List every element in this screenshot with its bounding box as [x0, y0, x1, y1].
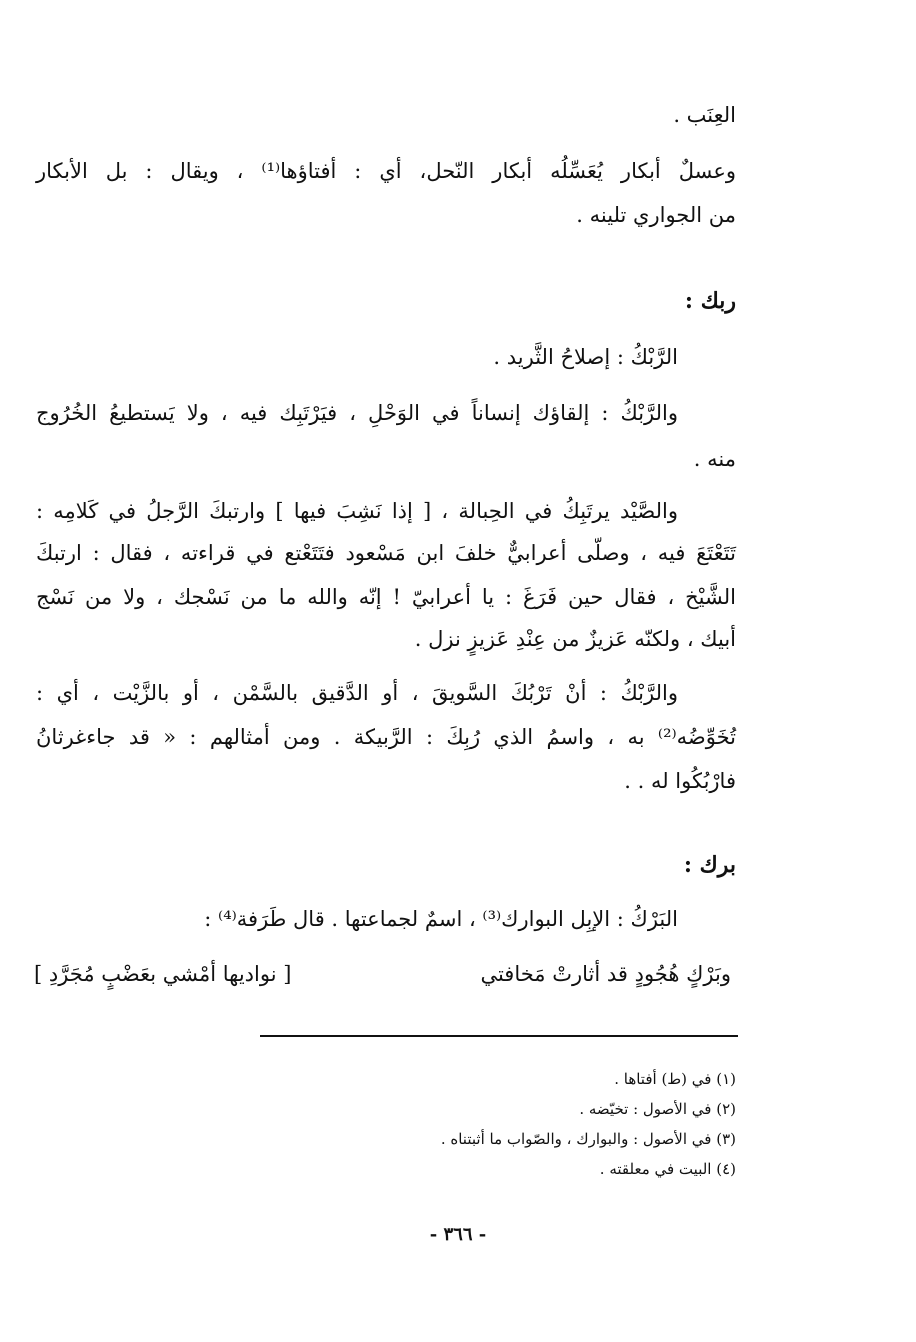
text-line: والرَّبْكُ : أنْ تَرْبُكَ السَّويقَ ، أو الدَّقيق بالسَّمْن ، أو بالزَّيْت ، أي : — [36, 681, 678, 705]
text-line: منه . — [693, 447, 736, 471]
text-line: العِنَب . — [673, 103, 736, 127]
footnote: (٢) في الأصول : تخيّضه . — [579, 1100, 736, 1118]
verse-first-hemistich: وبَرْكٍ هُجُودٍ قد أثارتْ مَخافتي — [480, 962, 731, 986]
entry-heading: ربك : — [684, 288, 736, 314]
footnote: (٤) البيت في معلقته . — [599, 1160, 736, 1178]
text-line: تُخَوِّضُه⁽²⁾ به ، واسمُ الذي رُبِكَ : الرَّبيكة . ومن أمثالهم : « قد جاءغرثانُ — [36, 725, 736, 749]
text-line: الرَّبْكُ : إصلاحُ الثَّريد . — [493, 345, 678, 369]
text-line: والرَّبْكُ : إلقاؤك إنساناً في الوَحْلِ ، فيَرْتَبِك فيه ، ولا يَستطيعُ الخُرُوج — [36, 401, 678, 425]
footnote: (٣) في الأصول : والبوارك ، والصّواب ما أثبتناه . — [440, 1130, 736, 1148]
text-line: من الجواري تلينه . — [576, 203, 736, 227]
footnote-separator — [260, 1035, 738, 1037]
text-line: أبيك ، ولكنّه عَزيزٌ من عِنْدِ عَزيزٍ نزل . — [414, 627, 736, 651]
text-line: تَتَعْتَعَ فيه ، وصلّى أعرابيٌّ خلفَ ابن مَسْعود فتَتَعْتع في قراءته ، فقال : ارتبكَ — [36, 541, 736, 565]
footnote: (١) في (ط) أفتاها . — [614, 1070, 736, 1088]
text-line: فارْبُكُوا له . . — [624, 769, 736, 793]
page-number: - ٣٦٦ - — [429, 1224, 487, 1245]
text-line: البَرْكُ : الإبِل البوارك⁽³⁾ ، اسمٌ لجماعتها . قال طَرَفة⁽⁴⁾ : — [204, 907, 678, 931]
entry-heading: برك : — [683, 852, 736, 878]
text-line: الشَّيْخ ، فقال حين فَرَغَ : يا أعرابيّ ! إنّه والله ما من نَسْجك ، ولا من نَسْج — [36, 585, 736, 609]
verse-second-hemistich: [ نواديها أمْشي بعَضْبٍ مُجَرَّدِ ] — [34, 962, 292, 986]
text-line: والصَّيْد يرتَبِكُ في الحِبالة ، [ إذا نَشِبَ فيها ] وارتبكَ الرَّجلُ في كَلامِه : — [36, 499, 678, 523]
text-line: وعسلٌ أبكار يُعَسِّلُه أبكار النّحل، أي : أفتاؤها⁽¹⁾ ، ويقال : بل الأبكار — [36, 159, 737, 183]
